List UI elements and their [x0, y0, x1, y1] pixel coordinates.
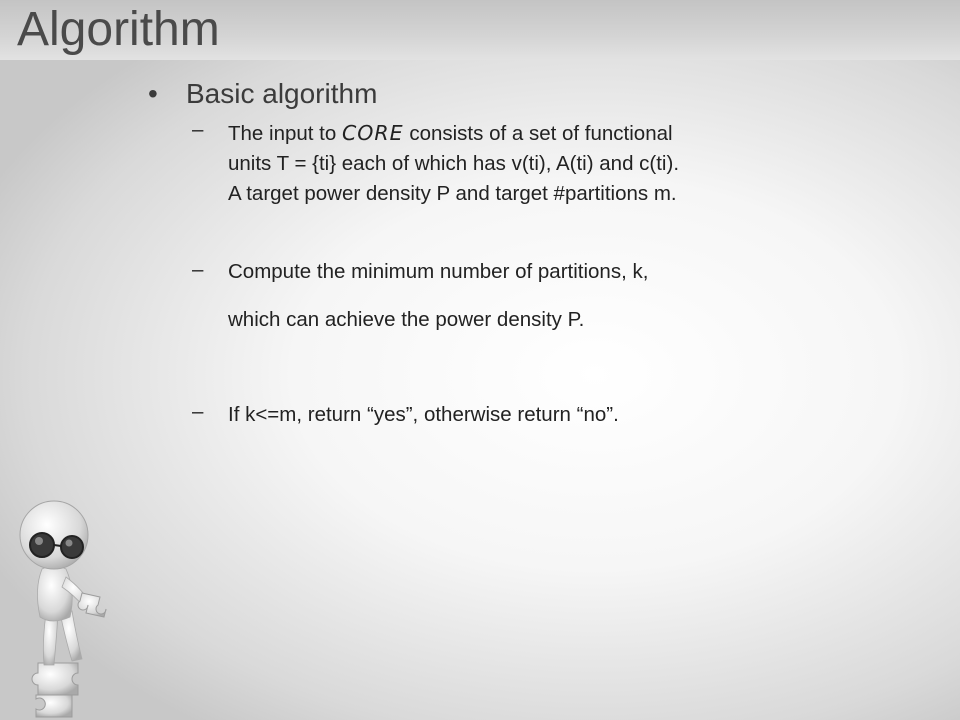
floor-puzzle-piece [32, 663, 78, 695]
bullet-text: Basic algorithm [186, 78, 378, 109]
line-1 [228, 118, 679, 149]
line-1: Compute the minimum number of partitions, k, [228, 260, 649, 283]
core-emphasis: CORE [341, 121, 404, 145]
bullet-marker: • [148, 78, 158, 109]
line-2: units T = {ti} each of which has v(ti), A(ti) and c(ti). [228, 152, 680, 175]
line-3: A target power density P and target #partitions m. [228, 182, 677, 205]
sub-item-compute-text [228, 258, 648, 334]
held-puzzle-piece [78, 593, 106, 617]
text-segment: consists of a set of functional [403, 122, 673, 145]
sub-marker: – [192, 400, 204, 423]
floor-puzzle-piece [36, 695, 72, 717]
slide-title: Algorithm [17, 3, 220, 56]
puzzle-figure-illustration [8, 495, 118, 720]
text-segment: The input to [228, 122, 342, 145]
line-1: If k<=m, return “yes”, otherwise return “no”. [228, 403, 619, 426]
sub-marker: – [192, 258, 204, 281]
sub-item-return-text [228, 400, 619, 430]
sub-marker: – [192, 118, 204, 141]
sub-item-input-text [228, 118, 679, 209]
line-2: which can achieve the power density P. [228, 308, 585, 331]
